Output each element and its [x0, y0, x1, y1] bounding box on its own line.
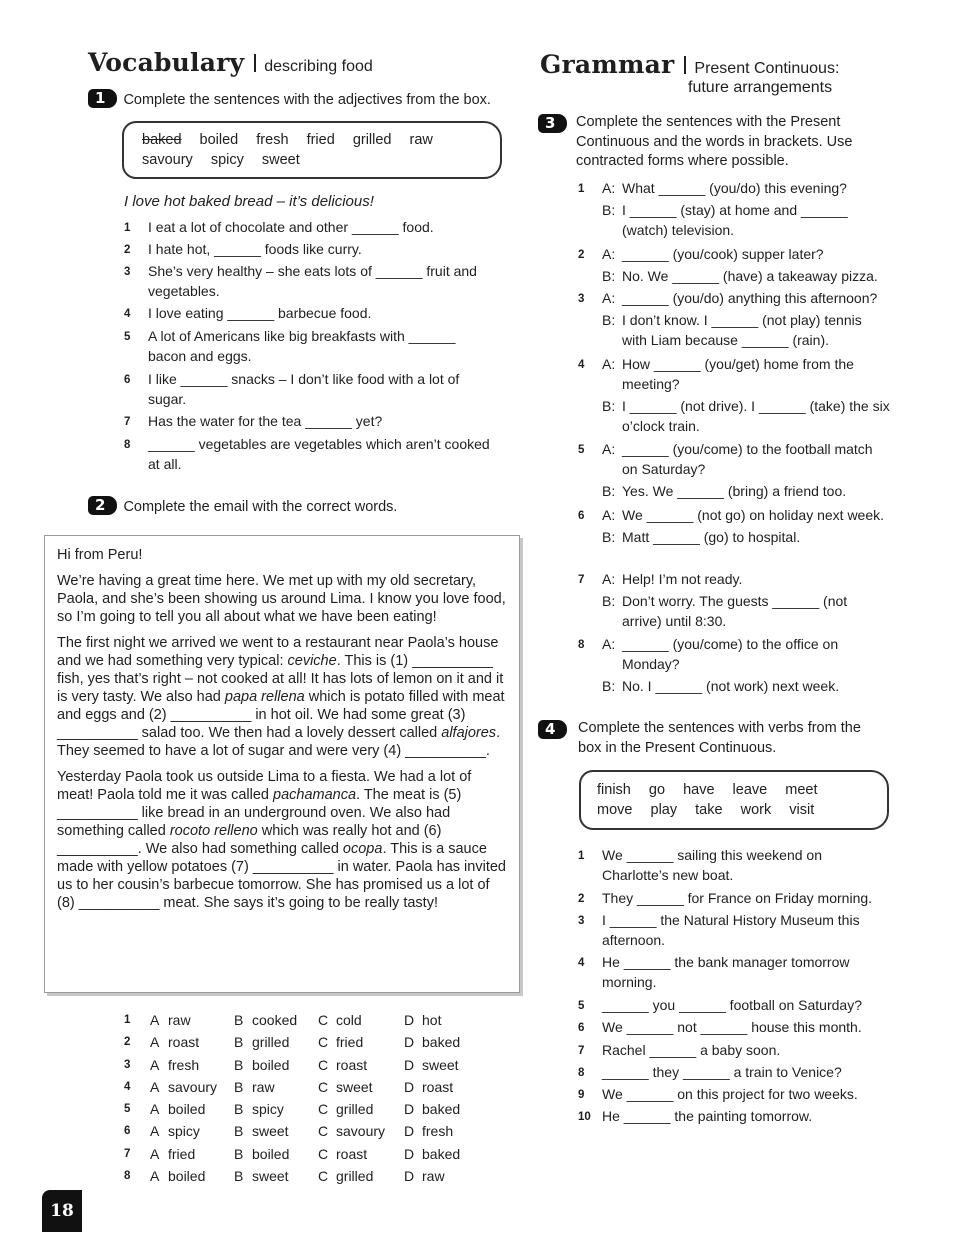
exercise-4-item: 1 We ______ sailing this weekend on Charlotte’s new boat. — [578, 847, 823, 883]
option-c: savoury — [336, 1123, 386, 1140]
option-d: roast — [422, 1078, 454, 1095]
word-box-word: play — [650, 802, 678, 818]
speaker-label: A: — [602, 180, 616, 196]
word-box-word: work — [740, 802, 772, 818]
word-box-row-1 — [142, 130, 482, 150]
option-letter: D — [404, 1123, 415, 1140]
option-d: baked — [422, 1145, 461, 1162]
speaker-label: A: — [602, 507, 616, 523]
speaker-label: B: — [602, 268, 616, 284]
exercise-3-item: 5 A: ______ (you/come) to the football match on Saturday? B: Yes. We ______ (bring) a friend too. — [578, 439, 890, 501]
option-letter: D — [404, 1101, 415, 1118]
exercise-1-item: 4 I love eating ______ barbecue food. — [124, 305, 372, 321]
word-box-row-1 — [597, 780, 871, 800]
speaker-label: A: — [602, 246, 616, 262]
exercise-4-item: 6 We ______ not ______ house this month. — [578, 1019, 862, 1035]
speaker-label: A: — [602, 571, 616, 587]
option-letter: A — [150, 1034, 160, 1051]
speaker-label: B: — [602, 398, 616, 414]
option-letter: A — [150, 1145, 160, 1162]
dialogue-text: ______ (you/come) to the football match on Saturday? — [622, 441, 873, 477]
dialogue-text: I don’t know. I ______ (not play) tennis with Liam because ______ (rain). — [622, 312, 862, 348]
exercise-3-item: 7 A: Help! I’m not ready. B: Don’t worry. The guests ______ (not arrive) until 8:30. — [578, 569, 890, 631]
option-b: boiled — [252, 1056, 290, 1073]
word-box-word: savoury — [142, 152, 193, 168]
exercise-3-item: 6 A: We ______ (not go) on holiday next week. B: Matt ______ (go) to hospital. — [578, 505, 890, 547]
option-letter: B — [234, 1056, 244, 1073]
word-box-word: grilled — [352, 132, 392, 148]
dialogue-text: I ______ (not drive). I ______ (take) the six o’clock train. — [622, 398, 890, 434]
speaker-label: A: — [602, 290, 616, 306]
option-a: fresh — [168, 1056, 200, 1073]
option-letter: A — [150, 1056, 160, 1073]
word-box-row-2 — [597, 800, 871, 820]
option-letter: D — [404, 1034, 415, 1051]
option-letter: D — [404, 1168, 415, 1185]
speaker-label: B: — [602, 593, 616, 609]
option-letter: A — [150, 1168, 160, 1185]
word-box-word: sweet — [261, 152, 300, 168]
option-letter: B — [234, 1012, 244, 1028]
option-d: fresh — [422, 1123, 454, 1140]
option-b: spicy — [252, 1101, 284, 1118]
option-a: savoury — [168, 1078, 218, 1095]
option-letter: C — [318, 1012, 329, 1028]
heading-divider — [254, 54, 256, 72]
email-paragraph-1: We’re having a great time here. We met up with my old secretary, Paola, and she’s been showing us around Lima. I know you love food, so I’m going to tell you all about what we have been eating! — [57, 573, 506, 625]
word-box-word: fresh — [256, 132, 289, 148]
option-letter: C — [318, 1123, 329, 1140]
email-text-box — [44, 535, 520, 993]
dialogue-line — [578, 676, 890, 696]
dialogue-line — [578, 569, 890, 589]
option-c: sweet — [336, 1078, 373, 1095]
dialogue-text: ______ (you/come) to the office on Monday? — [622, 636, 839, 672]
exercise-4-item: 10 He ______ the painting tomorrow. — [578, 1108, 813, 1124]
dialogue-text: We ______ (not go) on holiday next week. — [622, 507, 885, 523]
dialogue-text: How ______ (you/get) home from the meeting? — [622, 356, 854, 392]
exercise-4-instruction — [538, 719, 888, 758]
option-d: baked — [422, 1034, 461, 1051]
speaker-label: B: — [602, 483, 616, 499]
dialogue-line — [578, 288, 890, 308]
grammar-heading — [540, 50, 839, 79]
option-a: fried — [168, 1145, 196, 1162]
verb-word-box — [579, 770, 889, 830]
option-letter: A — [150, 1012, 160, 1028]
option-a: boiled — [168, 1168, 206, 1185]
exercise-number-badge: 2 — [88, 496, 117, 515]
option-number: 7 — [124, 1147, 131, 1160]
exercise-1-instruction — [88, 89, 518, 111]
instruction-text: Complete the email with the correct words. — [123, 499, 398, 515]
option-letter: B — [234, 1145, 244, 1162]
dialogue-text: Don’t worry. The guests ______ (not arrive) until 8:30. — [622, 593, 848, 629]
option-b: cooked — [252, 1012, 298, 1028]
option-letter: A — [150, 1078, 160, 1095]
adjective-word-box — [122, 121, 502, 179]
option-number: 6 — [124, 1125, 131, 1138]
option-letter: C — [318, 1168, 329, 1185]
word-box-word: move — [597, 802, 633, 818]
option-c: roast — [336, 1145, 368, 1162]
option-b: boiled — [252, 1145, 290, 1162]
exercise-1-item: 3 She’s very healthy – she eats lots of ______ fruit and vegetables. — [124, 263, 477, 299]
option-d: sweet — [422, 1056, 459, 1073]
dialogue-text: ______ (you/do) anything this afternoon? — [622, 290, 878, 306]
speaker-label: A: — [602, 356, 616, 372]
option-number: 3 — [124, 1058, 131, 1071]
option-c: grilled — [336, 1101, 374, 1118]
speaker-label: B: — [602, 678, 616, 694]
dialogue-line — [578, 354, 890, 394]
option-letter: D — [404, 1078, 415, 1095]
option-letter: C — [318, 1145, 329, 1162]
section-title: Grammar — [540, 50, 675, 79]
dialogue-text: I ______ (stay) at home and ______ (watch) television. — [622, 202, 848, 238]
exercise-3-item: 8 A: ______ (you/come) to the office on Monday? B: No. I ______ (not work) next week. — [578, 634, 890, 696]
dialogue-text: Yes. We ______ (bring) a friend too. — [622, 483, 847, 499]
dialogue-line — [578, 481, 890, 501]
dialogue-line — [578, 505, 890, 525]
dialogue-text: Matt ______ (go) to hospital. — [622, 529, 801, 545]
exercise-3-item: 4 A: How ______ (you/get) home from the meeting? B: I ______ (not drive). I ______ (take) the six o’clock train. — [578, 356, 890, 434]
email-paragraph-2: The first night we arrived we went to a restaurant near Paola’s house and we had something very typical: ceviche. This is (1) __________ fish, yes that’s right – not cooked at all! It has lots of lemon on it and it is very tasty. We also had papa rellena which is potato filled with meat and eggs and (2) __________ in hot oil. We had some great (3) __________ salad too. We then had a lovely dessert called alfajores. They seemed to have a lot of sugar and were very (4) __________. — [57, 635, 505, 759]
exercise-3-item: 1 A: What ______ (you/do) this evening? B: I ______ (stay) at home and ______ (watch) television. — [578, 178, 890, 240]
grammar-subtitle-line-2: future arrangements — [688, 79, 833, 96]
option-letter: D — [404, 1012, 415, 1028]
option-letter: C — [318, 1034, 329, 1051]
dialogue-line — [578, 200, 890, 240]
exercise-4-item: 3 I ______ the Natural History Museum this afternoon. — [578, 912, 860, 948]
option-b: raw — [252, 1078, 275, 1095]
speaker-label: B: — [602, 202, 616, 218]
word-box-word: leave — [732, 782, 768, 798]
option-a: spicy — [168, 1123, 200, 1140]
option-c: cold — [336, 1012, 362, 1028]
word-box-word: boiled — [199, 132, 239, 148]
dialogue-line — [578, 439, 890, 479]
option-letter: B — [234, 1101, 244, 1118]
exercise-4-item: 5 ______ you ______ football on Saturday? — [578, 997, 862, 1013]
section-subtitle: describing food — [264, 58, 373, 75]
section-subtitle: Present Continuous: — [694, 60, 840, 77]
word-box-word: visit — [789, 802, 815, 818]
dialogue-text: No. I ______ (not work) next week. — [622, 678, 840, 694]
heading-divider — [684, 56, 686, 74]
word-box-word: go — [648, 782, 666, 798]
page-number: 18 — [42, 1190, 82, 1232]
exercise-1-item: 8 ______ vegetables are vegetables which aren’t cooked at all. — [124, 436, 490, 472]
exercise-3-item: 3 A: ______ (you/do) anything this afternoon? B: I don’t know. I ______ (not play) tennis with Liam because ______ (rain). — [578, 288, 890, 350]
option-letter: A — [150, 1123, 160, 1140]
exercise-2-instruction — [88, 496, 518, 518]
option-c: fried — [336, 1034, 364, 1051]
word-box-word: fried — [306, 132, 335, 148]
vocabulary-heading — [88, 48, 373, 77]
exercise-4-item: 7 Rachel ______ a baby soon. — [578, 1042, 781, 1058]
exercise-4-item: 8 ______ they ______ a train to Venice? — [578, 1064, 842, 1080]
email-paragraph-3: Yesterday Paola took us outside Lima to a fiesta. We had a lot of meat! Paola told me it was called pachamanca. The meat is (5) __________ like bread in an underground oven. We also had something called rocoto relleno which was really hot and (6) __________. We also had something called ocopa. This is a sauce made with yellow potatoes (7) __________ in water. Paola has invited us to her cousin’s barbecue tomorrow. She has promised us a lot of (8) __________ meat. She says it’s going to be really tasty! — [57, 769, 506, 911]
dialogue-line — [578, 591, 890, 631]
word-box-word: have — [683, 782, 715, 798]
option-letter: D — [404, 1145, 415, 1162]
speaker-label: B: — [602, 312, 616, 328]
word-box-word: raw — [409, 132, 433, 148]
exercise-1-item: 5 A lot of Americans like big breakfasts with ______ bacon and eggs. — [124, 328, 456, 364]
option-letter: C — [318, 1078, 329, 1095]
option-c: grilled — [336, 1168, 374, 1185]
option-letter: C — [318, 1056, 329, 1073]
dialogue-line — [578, 310, 890, 350]
exercise-3-item: 2 A: ______ (you/cook) supper later? B: No. We ______ (have) a takeaway pizza. — [578, 244, 890, 286]
option-letter: B — [234, 1078, 244, 1095]
option-c: roast — [336, 1056, 368, 1073]
option-d: raw — [422, 1168, 445, 1185]
exercise-4-item: 4 He ______ the bank manager tomorrow morning. — [578, 954, 850, 990]
option-b: sweet — [252, 1123, 289, 1140]
option-b: grilled — [252, 1034, 290, 1051]
option-letter: A — [150, 1101, 160, 1118]
word-box-row-2 — [142, 150, 482, 170]
exercise-4-item: 2 They ______ for France on Friday morning. — [578, 890, 873, 906]
option-number: 8 — [124, 1170, 131, 1183]
option-letter: C — [318, 1101, 329, 1118]
option-b: sweet — [252, 1168, 289, 1185]
dialogue-text: What ______ (you/do) this evening? — [622, 180, 847, 196]
option-letter: B — [234, 1168, 244, 1185]
exercise-1-item: 1 I eat a lot of chocolate and other ______ food. — [124, 219, 434, 235]
option-number: 5 — [124, 1103, 131, 1116]
option-letter: B — [234, 1034, 244, 1051]
dialogue-line — [578, 634, 890, 674]
option-d: baked — [422, 1101, 461, 1118]
dialogue-line — [578, 396, 890, 436]
exercise-3-instruction — [538, 113, 878, 172]
example-sentence: I love hot baked bread – it’s delicious! — [124, 193, 374, 210]
option-number: 2 — [124, 1036, 131, 1049]
speaker-label: B: — [602, 529, 616, 545]
word-box-word: take — [695, 802, 723, 818]
exercise-number-badge: 1 — [88, 89, 117, 108]
option-a: boiled — [168, 1101, 206, 1118]
exercise-4-item: 9 We ______ on this project for two weeks. — [578, 1086, 858, 1102]
exercise-number-badge: 3 — [538, 114, 567, 133]
dialogue-line — [578, 178, 890, 198]
word-box-word: spicy — [210, 152, 244, 168]
section-title: Vocabulary — [88, 48, 245, 77]
option-letter: B — [234, 1123, 244, 1140]
instruction-text: Complete the sentences with verbs from the box in the Present Continuous. — [578, 720, 861, 756]
instruction-text: Complete the sentences with the adjectives from the box. — [123, 92, 491, 108]
email-greeting: Hi from Peru! — [57, 547, 143, 563]
dialogue-line — [578, 527, 890, 547]
option-number: 4 — [124, 1080, 131, 1093]
speaker-label: A: — [602, 441, 616, 457]
dialogue-text: No. We ______ (have) a takeaway pizza. — [622, 268, 878, 284]
dialogue-line — [578, 244, 890, 264]
word-box-word: meet — [785, 782, 818, 798]
speaker-label: A: — [602, 636, 616, 652]
instruction-text: Complete the sentences with the Present Continuous and the words in brackets. Use contracted forms where possible. — [576, 114, 853, 169]
dialogue-line — [578, 266, 890, 286]
exercise-number-badge: 4 — [538, 720, 567, 739]
word-box-word: baked — [142, 132, 182, 148]
option-a: roast — [168, 1034, 200, 1051]
option-number: 1 — [124, 1014, 131, 1026]
option-letter: D — [404, 1056, 415, 1073]
exercise-1-item: 7 Has the water for the tea ______ yet? — [124, 413, 383, 429]
dialogue-text: ______ (you/cook) supper later? — [622, 246, 824, 262]
exercise-1-item: 2 I hate hot, ______ foods like curry. — [124, 241, 362, 257]
word-box-word: finish — [597, 782, 631, 798]
exercise-1-item: 6 I like ______ snacks – I don’t like food with a lot of sugar. — [124, 371, 460, 407]
dialogue-text: Help! I’m not ready. — [622, 571, 743, 587]
option-a: raw — [168, 1012, 191, 1028]
option-d: hot — [422, 1012, 442, 1028]
